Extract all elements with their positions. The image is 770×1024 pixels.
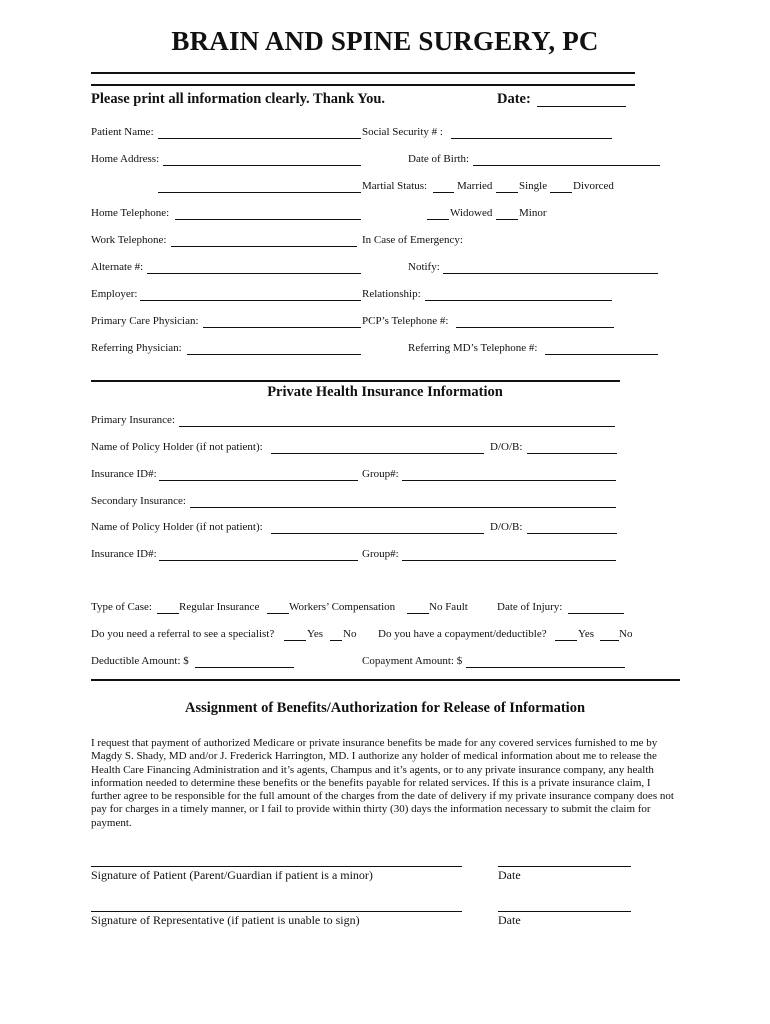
dob-field[interactable] xyxy=(473,165,660,166)
holder-dob-label-1: D/O/B: xyxy=(490,441,523,453)
insurance-id-label-2: Insurance ID#: xyxy=(91,548,157,560)
primary-insurance-field[interactable] xyxy=(179,426,615,427)
secondary-insurance-label: Secondary Insurance: xyxy=(91,495,186,507)
assignment-text: I request that payment of authorized Medicare or private insurance benefits be made for any covered services furnished to me by Magdy S. Shady, MD and/or J. Frederick Harrington, MD. I authorize any holder of medical information about me to release the Health Care Financing Administration and it’s agents, Champus and it’s agents, or to any private insurance company, any health information needed to determine these benefits or the benefits payable for related services. If this is a private insurance claim, I further agree to be responsible for the full amount of the charges from the date of delivery if my private insurance company does not pay for charges in a timely manner, or I fail to provide within thirty (30) days the information necessary to submit the claim for payment. xyxy=(91,737,674,829)
ssn-field[interactable] xyxy=(451,138,612,139)
referral-no-label: No xyxy=(343,628,357,640)
instruction-text: Please print all information clearly. Thank You. xyxy=(91,91,386,107)
referral-question: Do you need a referral to see a specialist? xyxy=(91,628,275,640)
single-label: Single xyxy=(519,180,548,192)
regular-insurance-label: Regular Insurance xyxy=(179,601,260,613)
copay-yes-checkbox[interactable] xyxy=(555,640,577,641)
patient-signature-line[interactable] xyxy=(91,866,462,867)
relationship-label: Relationship: xyxy=(362,288,421,300)
married-label: Married xyxy=(457,180,493,192)
pcp-field[interactable] xyxy=(203,327,361,328)
primary-insurance-label: Primary Insurance: xyxy=(91,414,175,426)
date-field[interactable] xyxy=(537,106,626,107)
marital-status-label: Martial Status: xyxy=(362,180,428,192)
patient-name-label: Patient Name: xyxy=(91,126,154,138)
representative-date-line[interactable] xyxy=(498,911,631,912)
injury-date-field[interactable] xyxy=(568,613,624,614)
referral-yes-label: Yes xyxy=(307,628,324,640)
employer-label: Employer: xyxy=(91,288,138,300)
group-label-1: Group#: xyxy=(362,468,399,480)
copay-amount-field[interactable] xyxy=(466,667,625,668)
employer-field[interactable] xyxy=(140,300,361,301)
minor-label: Minor xyxy=(519,207,547,219)
referring-phone-field[interactable] xyxy=(545,354,658,355)
insurance-title: Private Health Insurance Information xyxy=(267,384,503,400)
notify-label: Notify: xyxy=(408,261,440,273)
referring-phone-label: Referring MD’s Telephone #: xyxy=(408,342,538,354)
patient-name-field[interactable] xyxy=(158,138,361,139)
emergency-label: In Case of Emergency: xyxy=(362,234,463,246)
ssn-label: Social Security # : xyxy=(362,126,443,138)
title-rule-1 xyxy=(91,72,635,74)
copay-amount-label: Copayment Amount: $ xyxy=(362,655,463,667)
workers-comp-label: Workers’ Compensation xyxy=(289,601,396,613)
referring-label: Referring Physician: xyxy=(91,342,182,354)
form-title: BRAIN AND SPINE SURGERY, PC xyxy=(171,26,599,56)
referring-field[interactable] xyxy=(187,354,361,355)
title-rule-2 xyxy=(91,84,635,86)
copay-no-checkbox[interactable] xyxy=(600,640,619,641)
address-field-1[interactable] xyxy=(163,165,361,166)
divorced-checkbox[interactable] xyxy=(550,192,572,193)
address-field-2[interactable] xyxy=(158,192,361,193)
notify-field[interactable] xyxy=(443,273,658,274)
case-type-label: Type of Case: xyxy=(91,601,152,613)
referral-no-checkbox[interactable] xyxy=(330,640,342,641)
policy-holder-field-1[interactable] xyxy=(271,453,484,454)
group-field-1[interactable] xyxy=(402,480,616,481)
holder-dob-field-1[interactable] xyxy=(527,453,617,454)
case-rule xyxy=(91,679,680,681)
patient-date-label: Date xyxy=(498,868,521,882)
home-phone-field[interactable] xyxy=(175,219,361,220)
alternate-field[interactable] xyxy=(147,273,361,274)
work-phone-field[interactable] xyxy=(171,246,357,247)
pcp-phone-label: PCP’s Telephone #: xyxy=(362,315,449,327)
divorced-label: Divorced xyxy=(573,180,614,192)
injury-date-label: Date of Injury: xyxy=(497,601,563,613)
holder-dob-label-2: D/O/B: xyxy=(490,521,523,533)
copay-question: Do you have a copayment/deductible? xyxy=(378,628,547,640)
copay-no-label: No xyxy=(619,628,633,640)
representative-date-label: Date xyxy=(498,913,521,927)
policy-holder-label-2: Name of Policy Holder (if not patient): xyxy=(91,521,263,533)
married-checkbox[interactable] xyxy=(433,192,454,193)
pcp-phone-field[interactable] xyxy=(456,327,614,328)
group-label-2: Group#: xyxy=(362,548,399,560)
group-field-2[interactable] xyxy=(402,560,616,561)
deductible-field[interactable] xyxy=(195,667,294,668)
pcp-label: Primary Care Physician: xyxy=(91,315,199,327)
home-phone-label: Home Telephone: xyxy=(91,207,170,219)
assignment-title: Assignment of Benefits/Authorization for Release of Information xyxy=(184,700,586,716)
insurance-id-field-1[interactable] xyxy=(159,480,358,481)
holder-dob-field-2[interactable] xyxy=(527,533,617,534)
patient-signature-label: Signature of Patient (Parent/Guardian if patient is a minor) xyxy=(91,868,373,882)
no-fault-label: No Fault xyxy=(429,601,468,613)
representative-signature-line[interactable] xyxy=(91,911,462,912)
relationship-field[interactable] xyxy=(425,300,612,301)
patient-date-line[interactable] xyxy=(498,866,631,867)
secondary-insurance-field[interactable] xyxy=(190,507,616,508)
single-checkbox[interactable] xyxy=(496,192,518,193)
workers-comp-checkbox[interactable] xyxy=(267,613,289,614)
deductible-label: Deductible Amount: $ xyxy=(91,655,189,667)
no-fault-checkbox[interactable] xyxy=(407,613,429,614)
work-phone-label: Work Telephone: xyxy=(91,234,167,246)
date-label: Date: xyxy=(497,91,531,107)
insurance-id-label-1: Insurance ID#: xyxy=(91,468,157,480)
policy-holder-field-2[interactable] xyxy=(271,533,484,534)
policy-holder-label-1: Name of Policy Holder (if not patient): xyxy=(91,441,263,453)
alternate-label: Alternate #: xyxy=(91,261,144,273)
representative-signature-label: Signature of Representative (if patient is unable to sign) xyxy=(91,913,360,927)
minor-checkbox[interactable] xyxy=(496,219,518,220)
referral-yes-checkbox[interactable] xyxy=(284,640,306,641)
regular-insurance-checkbox[interactable] xyxy=(157,613,179,614)
copay-yes-label: Yes xyxy=(578,628,595,640)
dob-label: Date of Birth: xyxy=(408,153,470,165)
widowed-checkbox[interactable] xyxy=(427,219,449,220)
widowed-label: Widowed xyxy=(450,207,493,219)
address-label: Home Address: xyxy=(91,153,160,165)
insurance-id-field-2[interactable] xyxy=(159,560,358,561)
insurance-rule xyxy=(91,380,620,382)
